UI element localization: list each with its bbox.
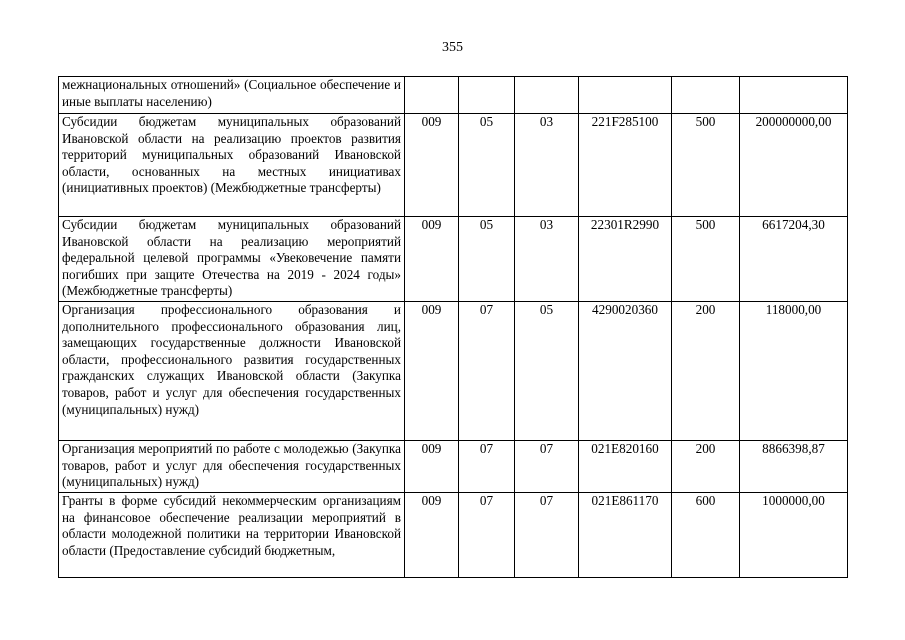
target-article-code: 021E820160	[579, 441, 672, 493]
target-article-code: 221F285100	[579, 114, 672, 217]
row-description: Субсидии бюджетам муниципальных образований Ивановской области на реализацию проектов развития территорий муниципальных образований Ивановской области, основанных на местных инициативах (инициативных проектов) (Межбюджетные трансферты)	[59, 114, 405, 217]
row-description: Организация мероприятий по работе с молодежью (Закупка товаров, работ и услуг для обеспечения государственных (муниципальных) нужд)	[59, 441, 405, 493]
amount: 6617204,30	[740, 217, 848, 302]
section-code: 07	[459, 302, 515, 441]
section-code: 05	[459, 114, 515, 217]
subsection-code: 05	[515, 302, 579, 441]
table-row	[59, 217, 848, 302]
expense-type-code: 500	[672, 114, 740, 217]
table-row	[59, 493, 848, 578]
section-code	[459, 77, 515, 114]
ministry-code: 009	[405, 217, 459, 302]
expense-type-code: 600	[672, 493, 740, 578]
amount: 118000,00	[740, 302, 848, 441]
amount: 200000000,00	[740, 114, 848, 217]
section-code: 05	[459, 217, 515, 302]
expense-type-code: 500	[672, 217, 740, 302]
subsection-code	[515, 77, 579, 114]
table-row	[59, 302, 848, 441]
ministry-code: 009	[405, 114, 459, 217]
amount: 1000000,00	[740, 493, 848, 578]
row-description: межнациональных отношений» (Социальное обеспечение и иные выплаты населению)	[59, 77, 405, 114]
amount	[740, 77, 848, 114]
subsection-code: 07	[515, 493, 579, 578]
table-row	[59, 77, 848, 114]
section-code: 07	[459, 441, 515, 493]
row-description: Гранты в форме субсидий некоммерческим организациям на финансовое обеспечение реализации мероприятий в области молодежной политики на территории Ивановской области (Предоставление субсидий бюджетным,	[59, 493, 405, 578]
subsection-code: 03	[515, 217, 579, 302]
ministry-code: 009	[405, 302, 459, 441]
subsection-code: 03	[515, 114, 579, 217]
subsection-code: 07	[515, 441, 579, 493]
target-article-code: 021E861170	[579, 493, 672, 578]
ministry-code: 009	[405, 441, 459, 493]
budget-table	[58, 76, 848, 578]
page-number: 355	[442, 40, 463, 55]
table-row	[59, 114, 848, 217]
target-article-code: 4290020360	[579, 302, 672, 441]
expense-type-code: 200	[672, 441, 740, 493]
row-description: Организация профессионального образования и дополнительного профессионального образования лиц, замещающих государственные должности Ивановской области, профессионального развития государственных гражданских служащих Ивановской области (Закупка товаров, работ и услуг для обеспечения государственных (муниципальных) нужд)	[59, 302, 405, 441]
expense-type-code	[672, 77, 740, 114]
expense-type-code: 200	[672, 302, 740, 441]
amount: 8866398,87	[740, 441, 848, 493]
target-article-code: 22301R2990	[579, 217, 672, 302]
row-description: Субсидии бюджетам муниципальных образований Ивановской области на реализацию мероприятий федеральной целевой программы «Увековечение памяти погибших при защите Отечества на 2019 - 2024 годы» (Межбюджетные трансферты)	[59, 217, 405, 302]
ministry-code: 009	[405, 493, 459, 578]
table-row	[59, 441, 848, 493]
section-code: 07	[459, 493, 515, 578]
ministry-code	[405, 77, 459, 114]
target-article-code	[579, 77, 672, 114]
